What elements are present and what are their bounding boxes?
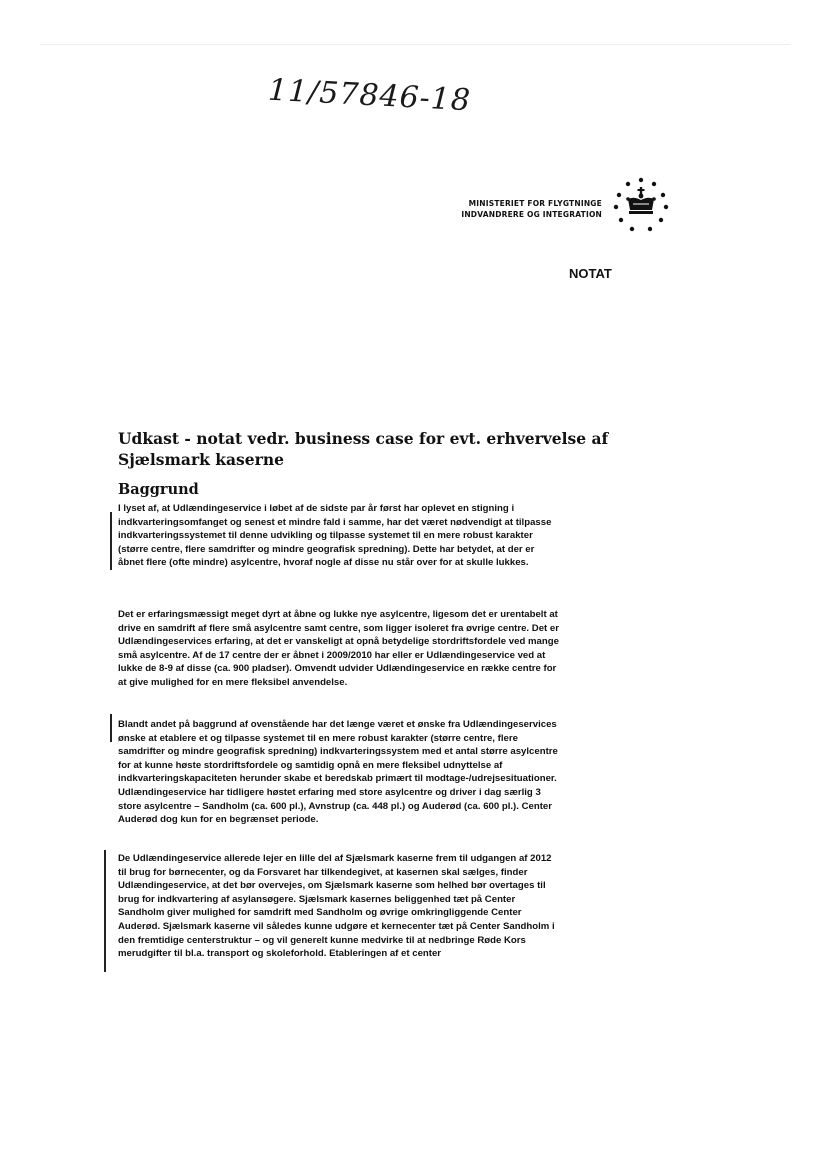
scan-edge <box>40 44 790 45</box>
revision-bar <box>110 512 112 570</box>
section-heading: Baggrund <box>118 481 199 498</box>
crown-logo-icon <box>612 176 670 234</box>
paragraph-4: De Udlændingeservice allerede lejer en lille del af Sjælsmark kaserne frem til udgangen af 2012 til brug for børnecenter, og da Forsvaret har tilkendegivet, at kasernen skal sælges, finder Udlændingeservice, at det bør overvejes, om Sjælsmark kaserne som helhed bør overtages til brug for indkvartering af asylansøgere. Sjælsmark kasernes beliggenhed tæt på Center Sandholm giver mulighed for samdrift med Sandholm og øvrige omkringliggende Center Auderød. Sjælsmark kaserne vil således kunne udgøre et kernecenter tæt på Center Sandholm i den fremtidige centerstruktur – og vil generelt kunne medvirke til at nedbringe Røde Kors merudgifter til bl.a. transport og skoleforhold. Etableringen af et center <box>118 853 555 960</box>
ministry-line-2: INDVANDRERE OG INTEGRATION <box>461 210 602 219</box>
paragraph-1: I lyset af, at Udlændingeservice i løbet af de sidste par år først har oplevet en stigning i indkvarteringsomfanget og senest et mindre fald i samme, har det været nødvendigt at tilpasse indkvarteringssystemet til denne udvikling og tilpasse systemet til en mere robust karakter (større centre, flere samdrifter og mindre geografisk spredning). Dette har betydet, at der er åbnet flere (ofte mindre) asylcentre, hvoraf nogle af disse nu står over for at skulle lukkes. <box>118 503 552 569</box>
document-title: Udkast - notat vedr. business case for evt. erhvervelse af Sjælsmark kaserne <box>118 429 609 469</box>
revision-bar <box>104 850 106 972</box>
ministry-line-1: MINISTERIET FOR FLYGTNINGE <box>468 199 602 208</box>
ministry-name <box>430 198 602 220</box>
paragraph-3: Blandt andet på baggrund af ovenstående har det længe været et ønske fra Udlændingeservices ønske at etablere et og tilpasse systemet til en mere robust karakter (større centre, flere samdrifter og mindre geografisk spredning) indkvarteringssystem med et antal større asylcentre for at kunne høste stordriftsfordele og samtidig opnå en mere fleksibel udnyttelse af indkvarteringskapaciteten herunder skabe et beredskab primært til modtage-/udrejsesituationer. Udlændingeservice har tidligere høstet erfaring med store asylcentre og driver i dag særlig 3 store asylcentre – Sandholm (ca. 600 pl.), Avnstrup (ca. 448 pl.) og Auderød (ca. 600 pl.). Center Auderød dog kun for en begrænset periode. <box>118 719 558 826</box>
document-type-label: NOTAT <box>569 266 612 281</box>
handwritten-reference: 11/57846-18 <box>267 72 472 119</box>
paragraph-2: Det er erfaringsmæssigt meget dyrt at åbne og lukke nye asylcentre, ligesom det er urentabelt at drive en samdrift af flere små asylcentre samt centre, som ligger isoleret fra øvrige centre. Det er Udlændingeservices erfaring, at det er vanskeligt at opnå betydelige stordriftsfordele ved mange små asylcentre. Af de 17 centre der er åbnet i 2009/2010 har eller er Udlændingeservice ved at lukke de 8-9 af disse (ca. 900 pladser). Omvendt udvider Udlændingeservice en række centre for at give mulighed for en mere fleksibel anvendelse. <box>118 609 559 688</box>
revision-bar <box>110 714 112 742</box>
